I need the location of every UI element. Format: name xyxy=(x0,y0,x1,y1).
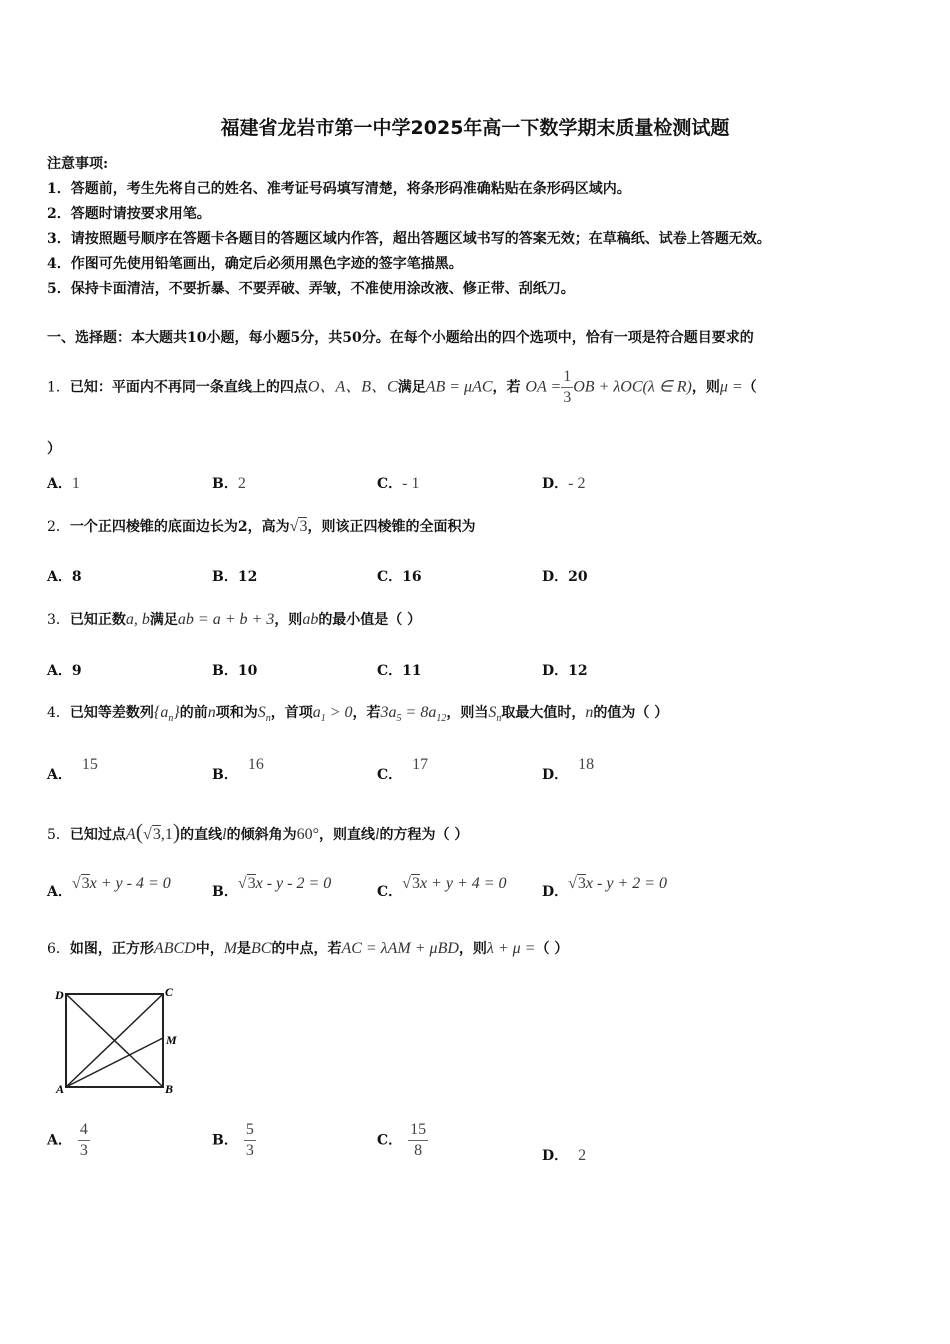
option-d[interactable]: D． 2 xyxy=(542,1147,587,1164)
question-text: ，首项 xyxy=(270,705,313,721)
math-expr: $a_1 > 0$ xyxy=(312,704,353,725)
question-text: ，若 xyxy=(352,705,381,721)
math-expr: O、A、B、C xyxy=(307,378,398,396)
question-text: ，若 xyxy=(492,379,521,396)
question-text: 的方程为（ ） xyxy=(379,827,469,843)
question-text: 是 xyxy=(237,941,252,957)
question-2 xyxy=(47,516,475,536)
math-expr: λ + μ = xyxy=(486,940,536,957)
question-text: ，则当 xyxy=(446,705,489,721)
option-c[interactable]: C．√3x + y + 4 = 0 xyxy=(377,875,507,900)
option-c[interactable]: C．17 xyxy=(377,756,429,783)
question-text: 一个正四棱锥的底面边长为2，高为 xyxy=(69,519,290,535)
option-b[interactable]: B．2 xyxy=(212,475,246,492)
question-text: 已知：平面内不再同一条直线上的四点 xyxy=(69,379,308,396)
option-d[interactable]: D．20 xyxy=(542,569,588,585)
question-number: 3． xyxy=(47,612,70,628)
question-text: ，则 xyxy=(274,612,303,628)
math-expr: l xyxy=(222,826,227,843)
notice-item: 2．答题时请按要求用笔。 xyxy=(47,206,211,222)
label-a: A xyxy=(56,1082,65,1096)
fraction: $\frac{1}{3}$ xyxy=(563,368,572,406)
option-d[interactable]: D．√3x - y + 2 = 0 xyxy=(542,875,668,900)
math-expr: l xyxy=(375,826,380,843)
question-text: ，则该正四棱锥的全面积为 xyxy=(307,519,476,535)
question-text: 的中点，若 xyxy=(271,941,342,957)
option-d[interactable]: D．- 2 xyxy=(542,475,586,492)
question-text: 满足 xyxy=(397,379,426,396)
question-text: 如图，正方形 xyxy=(69,941,154,957)
option-d[interactable]: D．18 xyxy=(542,756,595,783)
math-expr: n xyxy=(207,704,216,721)
question-text: 的前 xyxy=(179,705,208,721)
option-b[interactable]: B．√3x - y - 2 = 0 xyxy=(212,875,332,900)
option-a[interactable]: A．15 xyxy=(47,756,98,783)
option-a[interactable]: A．√3x + y - 4 = 0 xyxy=(47,875,171,900)
math-expr: $S_n$ xyxy=(488,704,502,725)
question-number: 1． xyxy=(47,379,70,396)
option-c[interactable]: C．16 xyxy=(377,569,422,585)
question-text: ） xyxy=(47,441,61,457)
math-expr: OA = xyxy=(525,378,562,396)
question-4 xyxy=(47,702,668,724)
question-text: 中， xyxy=(195,941,224,957)
question-text: 已知正数 xyxy=(69,612,126,628)
math-expr: ab xyxy=(302,611,319,628)
math-expr: $3a_5 = 8a_{12}$ xyxy=(380,704,447,725)
segment-am xyxy=(66,1038,163,1087)
question-5 xyxy=(47,819,468,845)
question-text: ，则直线 xyxy=(319,827,375,843)
option-c[interactable]: C．- 1 xyxy=(377,475,420,492)
notice-item: 5．保持卡面清洁，不要折暴、不要弄破、弄皱，不准使用涂改液、修正带、刮纸刀。 xyxy=(47,281,575,297)
option-b[interactable]: B． $\frac{5}{3}$ xyxy=(212,1121,254,1159)
question-text: 的值为（ ） xyxy=(593,705,669,721)
math-expr: $S_n$ xyxy=(257,704,271,725)
label-c: C xyxy=(165,985,174,999)
label-b: B xyxy=(165,1082,174,1096)
option-b[interactable]: B．16 xyxy=(212,756,264,783)
question-number: 4． xyxy=(47,705,70,721)
math-expr: ab = a + b + 3 xyxy=(177,611,275,628)
option-b[interactable]: B．12 xyxy=(212,569,258,585)
math-expr: a, b xyxy=(125,611,150,628)
notice-heading: 注意事项: xyxy=(47,156,109,172)
sqrt-expr: √3 xyxy=(289,518,308,535)
math-expr: BC xyxy=(251,940,272,957)
question-text: 已知过点 xyxy=(69,827,126,843)
label-d: D xyxy=(55,988,64,1002)
math-expr: $\{a_n\}$ xyxy=(153,704,180,725)
option-a[interactable]: A．1 xyxy=(47,475,80,492)
math-expr: AC = λAM + μBD xyxy=(341,940,459,957)
notice-item: 1．答题前，考生先将自己的姓名、准考证号码填写清楚，将条形码准确粘贴在条形码区域内。 xyxy=(47,181,631,197)
math-expr: 60° xyxy=(296,826,319,843)
notice-item: 3．请按照题号顺序在答题卡各题目的答题区域内作答，超出答题区域书写的答案无效；在草稿纸、试卷上答题无效。 xyxy=(47,231,771,247)
question-text: 满足 xyxy=(149,612,178,628)
math-expr: ABCD xyxy=(153,940,196,957)
question-text: ，则 xyxy=(691,379,720,396)
question-number: 5． xyxy=(47,827,70,843)
math-expr: OB + λOC(λ ∈ R) xyxy=(573,378,692,396)
option-b[interactable]: B．10 xyxy=(212,663,258,679)
section-heading: 一、选择题：本大题共10小题，每小题5分，共50分。在每个小题给出的四个选项中，恰有一项是符合题目要求的 xyxy=(47,330,754,346)
math-expr: μ = xyxy=(719,378,743,396)
label-m: M xyxy=(166,1033,177,1047)
question-number: 2． xyxy=(47,519,70,535)
math-expr: M xyxy=(223,940,238,957)
question-text: 的倾斜角为 xyxy=(226,827,297,843)
question-text: 的直线 xyxy=(180,827,223,843)
question-text: 取最大值时， xyxy=(501,705,586,721)
question-text: ，则 xyxy=(458,941,487,957)
option-c[interactable]: C．11 xyxy=(377,663,422,679)
option-a[interactable]: A． $\frac{4}{3}$ xyxy=(47,1121,88,1159)
option-a[interactable]: A．9 xyxy=(47,663,82,679)
math-expr: AB = μAC xyxy=(425,378,493,396)
question-text: （ ） xyxy=(535,941,569,957)
option-a[interactable]: A．8 xyxy=(47,569,82,585)
question-text: （ xyxy=(742,379,757,396)
question-number: 6． xyxy=(47,941,70,957)
question-3 xyxy=(47,609,421,629)
option-d[interactable]: D．12 xyxy=(542,663,588,679)
square-figure xyxy=(52,982,187,1097)
math-expr: A(√3,1) xyxy=(125,819,181,844)
notice-item: 4．作图可先使用铅笔画出，确定后必须用黑色字迹的签字笔描黑。 xyxy=(47,256,463,272)
page-title: 福建省龙岩市第一中学2025年高一下数学期末质量检测试题 xyxy=(220,117,730,139)
option-c[interactable]: C． $\frac{15}{8}$ xyxy=(377,1121,427,1159)
question-6 xyxy=(47,938,568,958)
question-1 xyxy=(47,367,757,408)
question-text: 项和为 xyxy=(215,705,258,721)
question-text: 的最小值是（ ） xyxy=(318,612,422,628)
math-expr: n xyxy=(585,704,594,721)
question-text: 已知等差数列 xyxy=(69,705,154,721)
